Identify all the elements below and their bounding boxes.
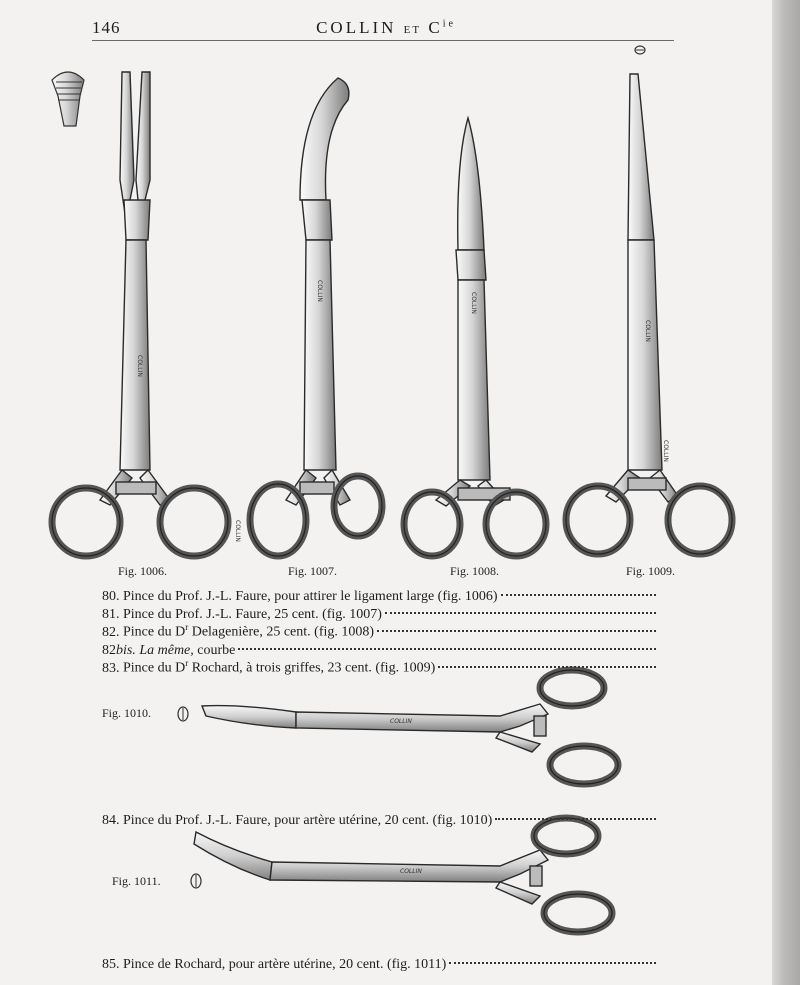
item-number: 83. [102, 661, 120, 676]
item-text-sup: r [185, 658, 189, 669]
item-text: Pince du Prof. J.-L. Faure, pour attirer le ligament large (fig. 1006) [123, 589, 498, 604]
title-et: ET [403, 24, 422, 36]
caption-fig-1007: Fig. 1007. [288, 564, 338, 578]
forceps-fig-1011 [194, 818, 612, 932]
jaw-section-ornament-1010 [178, 707, 188, 721]
title-c: C [428, 18, 443, 37]
forceps-fig-1006 [52, 72, 241, 556]
item-text-b: Delagenière, 25 cent. (fig. 1008) [188, 625, 375, 640]
forceps-fig-1008 [404, 118, 546, 556]
jaw-section-ornament-1011 [191, 874, 201, 888]
catalog-item [102, 950, 656, 972]
item-text: Pince du Prof. J.-L. Faure, 25 cent. (fig. 1007) [123, 607, 382, 622]
jaw-section-ornament-1009 [635, 46, 645, 54]
jaw-tip-detail [52, 72, 84, 126]
caption-fig-1008: Fig. 1008. [450, 564, 500, 578]
item-text: Pince de Rochard, pour artère utérine, 20 cent. (fig. 1011) [123, 957, 447, 972]
forceps-fig-1009 [566, 74, 732, 554]
dot-leader [238, 632, 656, 650]
item-number: 85. [102, 957, 120, 972]
dot-leader [501, 578, 656, 596]
item-text: Pince du Prof. J.-L. Faure, pour artère utérine, 20 cent. (fig. 1010) [123, 813, 493, 828]
caption-fig-1010: Fig. 1010. [102, 706, 152, 720]
engraving-collin: COLLIN [136, 355, 143, 377]
caption-fig-1006: Fig. 1006. [118, 564, 168, 578]
engraving-collin: COLLIN [316, 280, 323, 302]
item-text [123, 658, 435, 677]
engraving-collin: COLLIN [234, 520, 241, 542]
item-number: 82 [102, 643, 116, 658]
dot-leader [385, 596, 656, 614]
title-ie: ie [442, 18, 456, 30]
item-text-rest: courbe [193, 643, 236, 658]
item-text-b: Rochard, à trois griffes, 23 cent. (fig. 1009) [188, 661, 436, 676]
dot-leader [438, 650, 656, 668]
item-text-a: Pince du D [123, 661, 186, 676]
caption-fig-1009: Fig. 1009. [626, 564, 676, 578]
engraving-collin: COLLIN [662, 440, 669, 462]
forceps-fig-1007 [250, 78, 382, 556]
title-main: COLLIN [316, 18, 397, 37]
item-text-a: Pince du D [123, 625, 186, 640]
forceps-fig-1010 [202, 670, 618, 784]
page-number: 146 [92, 18, 121, 37]
item-number: 84. [102, 813, 120, 828]
engraving-collin: COLLIN [644, 320, 651, 342]
item-text-sup: r [185, 622, 189, 633]
engraving-collin: COLLIN [470, 292, 477, 314]
item-text-italic: bis. La même, [116, 643, 194, 658]
engraving-collin: COLLIN [390, 718, 412, 725]
caption-fig-1011: Fig. 1011. [112, 874, 161, 888]
dot-leader [495, 802, 656, 820]
catalog-item [102, 654, 656, 676]
dot-leader [377, 614, 656, 632]
dot-leader [449, 946, 656, 964]
engraving-collin: COLLIN [400, 868, 422, 875]
item-number: 81. [102, 607, 120, 622]
catalog-item [102, 806, 656, 828]
page-edge [772, 0, 800, 985]
item-number: 82. [102, 625, 120, 640]
item-number: 80. [102, 589, 120, 604]
